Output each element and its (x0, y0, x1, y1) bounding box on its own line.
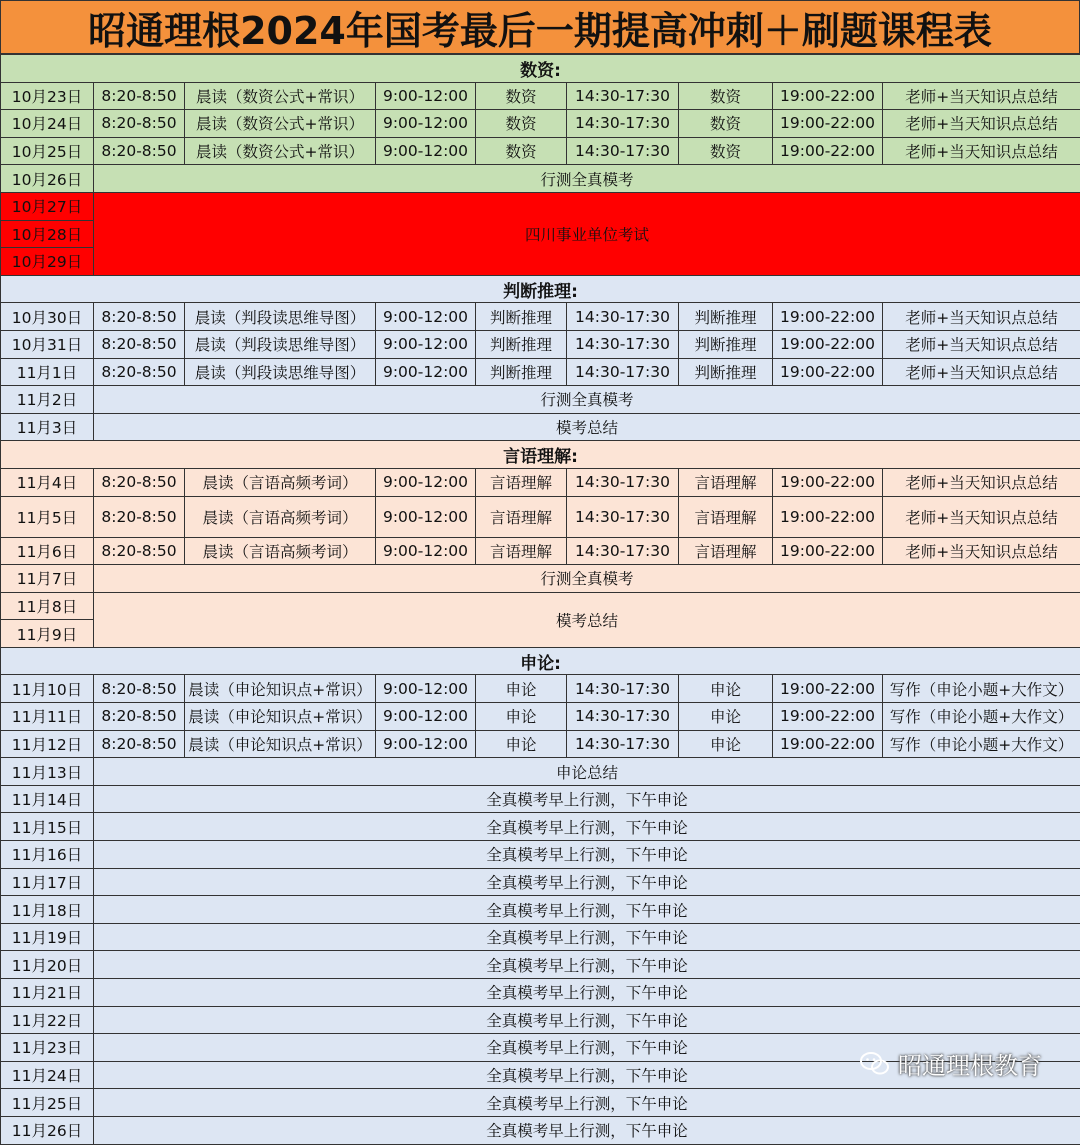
schedule-cell: 言语理解 (476, 496, 567, 537)
merged-cell: 申论总结 (94, 758, 1080, 786)
date-cell: 11月1日 (1, 358, 94, 386)
date-cell: 11月26日 (1, 1116, 94, 1144)
wechat-icon (860, 1051, 890, 1077)
schedule-cell: 14:30-17:30 (567, 137, 679, 165)
merged-cell: 全真模考早上行测，下午申论 (94, 841, 1080, 869)
schedule-cell: 19:00-22:00 (773, 110, 883, 138)
date-cell: 10月29日 (1, 248, 94, 276)
schedule-cell: 9:00-12:00 (376, 110, 476, 138)
table-row (1, 82, 1080, 110)
schedule-cell: 数资 (679, 137, 773, 165)
watermark (860, 1046, 1042, 1081)
schedule-cell: 判断推理 (679, 330, 773, 358)
section-header-row (1, 647, 1080, 675)
date-cell: 10月25日 (1, 137, 94, 165)
schedule-cell: 8:20-8:50 (94, 730, 185, 758)
schedule-cell: 晨读（判段读思维导图） (185, 330, 376, 358)
schedule-cell: 14:30-17:30 (567, 303, 679, 331)
schedule-cell: 9:00-12:00 (376, 330, 476, 358)
date-cell: 11月6日 (1, 537, 94, 565)
schedule-cell: 19:00-22:00 (773, 82, 883, 110)
table-row (1, 1006, 1080, 1034)
table-row (1, 923, 1080, 951)
date-cell: 11月17日 (1, 868, 94, 896)
schedule-cell: 9:00-12:00 (376, 82, 476, 110)
schedule-cell: 9:00-12:00 (376, 468, 476, 496)
schedule-cell: 14:30-17:30 (567, 675, 679, 703)
schedule-cell: 9:00-12:00 (376, 703, 476, 731)
schedule-cell: 14:30-17:30 (567, 330, 679, 358)
date-cell: 11月13日 (1, 758, 94, 786)
schedule-cell: 8:20-8:50 (94, 82, 185, 110)
schedule-cell: 申论 (476, 730, 567, 758)
schedule-cell: 老师+当天知识点总结 (883, 330, 1080, 358)
schedule-cell: 老师+当天知识点总结 (883, 137, 1080, 165)
table-row (1, 496, 1080, 537)
date-cell: 11月22日 (1, 1006, 94, 1034)
merged-cell: 全真模考早上行测，下午申论 (94, 951, 1080, 979)
schedule-cell: 14:30-17:30 (567, 730, 679, 758)
schedule-cell: 19:00-22:00 (773, 537, 883, 565)
section-heading: 数资: (1, 55, 1080, 83)
schedule-cell: 19:00-22:00 (773, 330, 883, 358)
date-cell: 11月19日 (1, 923, 94, 951)
date-cell: 10月24日 (1, 110, 94, 138)
schedule-table (0, 54, 1080, 1145)
table-row (1, 979, 1080, 1007)
date-cell: 11月20日 (1, 951, 94, 979)
schedule-cell: 判断推理 (679, 358, 773, 386)
schedule-cell: 老师+当天知识点总结 (883, 468, 1080, 496)
merged-cell: 全真模考早上行测，下午申论 (94, 868, 1080, 896)
table-row (1, 813, 1080, 841)
table-row (1, 868, 1080, 896)
date-cell: 11月4日 (1, 468, 94, 496)
table-row (1, 565, 1080, 593)
schedule-cell: 8:20-8:50 (94, 703, 185, 731)
table-row (1, 330, 1080, 358)
merged-cell: 全真模考早上行测，下午申论 (94, 785, 1080, 813)
date-cell: 11月12日 (1, 730, 94, 758)
section-header-row (1, 441, 1080, 469)
schedule-cell: 数资 (679, 82, 773, 110)
table-row (1, 758, 1080, 786)
table-row (1, 303, 1080, 331)
merged-cell: 全真模考早上行测，下午申论 (94, 1089, 1080, 1117)
merged-cell: 模考总结 (94, 413, 1080, 441)
schedule-cell: 老师+当天知识点总结 (883, 303, 1080, 331)
table-row (1, 675, 1080, 703)
table-row (1, 468, 1080, 496)
schedule-cell: 9:00-12:00 (376, 537, 476, 565)
schedule-cell: 8:20-8:50 (94, 496, 185, 537)
table-row (1, 110, 1080, 138)
date-cell: 11月11日 (1, 703, 94, 731)
date-cell: 10月27日 (1, 192, 94, 220)
schedule-cell: 8:20-8:50 (94, 468, 185, 496)
table-row (1, 386, 1080, 414)
merged-cell: 全真模考早上行测，下午申论 (94, 896, 1080, 924)
table-row (1, 537, 1080, 565)
schedule-cell: 9:00-12:00 (376, 358, 476, 386)
schedule-cell: 晨读（数资公式+常识） (185, 110, 376, 138)
table-row (1, 165, 1080, 193)
schedule-cell: 数资 (679, 110, 773, 138)
schedule-cell: 14:30-17:30 (567, 537, 679, 565)
schedule-cell: 晨读（申论知识点+常识） (185, 703, 376, 731)
schedule-cell: 14:30-17:30 (567, 358, 679, 386)
schedule-cell: 老师+当天知识点总结 (883, 358, 1080, 386)
schedule-cell: 14:30-17:30 (567, 468, 679, 496)
table-row (1, 785, 1080, 813)
date-cell: 11月9日 (1, 620, 94, 648)
schedule-cell: 晨读（判段读思维导图） (185, 358, 376, 386)
date-cell: 11月14日 (1, 785, 94, 813)
schedule-cell: 晨读（数资公式+常识） (185, 82, 376, 110)
schedule-cell: 晨读（判段读思维导图） (185, 303, 376, 331)
schedule-cell: 言语理解 (476, 468, 567, 496)
schedule-cell: 申论 (679, 730, 773, 758)
schedule-cell: 判断推理 (476, 330, 567, 358)
merged-cell: 行测全真模考 (94, 565, 1080, 593)
schedule-cell: 19:00-22:00 (773, 496, 883, 537)
merged-cell: 全真模考早上行测，下午申论 (94, 813, 1080, 841)
table-row (1, 896, 1080, 924)
date-cell: 10月31日 (1, 330, 94, 358)
schedule-cell: 19:00-22:00 (773, 703, 883, 731)
page-title: 昭通理根2024年国考最后一期提高冲刺＋刷题课程表 (0, 0, 1080, 54)
schedule-cell: 19:00-22:00 (773, 137, 883, 165)
date-cell: 10月23日 (1, 82, 94, 110)
schedule-cell: 申论 (476, 675, 567, 703)
schedule-cell: 8:20-8:50 (94, 675, 185, 703)
schedule-cell: 14:30-17:30 (567, 496, 679, 537)
date-cell: 11月2日 (1, 386, 94, 414)
schedule-cell: 19:00-22:00 (773, 730, 883, 758)
section-header-row (1, 55, 1080, 83)
schedule-cell: 8:20-8:50 (94, 537, 185, 565)
schedule-cell: 9:00-12:00 (376, 303, 476, 331)
schedule-cell: 老师+当天知识点总结 (883, 110, 1080, 138)
schedule-cell: 数资 (476, 110, 567, 138)
date-cell: 11月16日 (1, 841, 94, 869)
date-cell: 11月8日 (1, 592, 94, 620)
schedule-cell: 写作（申论小题+大作文） (883, 730, 1080, 758)
merged-cell: 全真模考早上行测，下午申论 (94, 1061, 1080, 1089)
schedule-cell: 言语理解 (679, 468, 773, 496)
schedule-cell: 19:00-22:00 (773, 675, 883, 703)
table-row (1, 592, 1080, 620)
date-cell: 10月28日 (1, 220, 94, 248)
table-row (1, 1089, 1080, 1117)
schedule-cell: 言语理解 (679, 537, 773, 565)
schedule-cell: 19:00-22:00 (773, 303, 883, 331)
date-cell: 10月30日 (1, 303, 94, 331)
table-row (1, 1116, 1080, 1144)
table-row (1, 358, 1080, 386)
schedule-cell: 8:20-8:50 (94, 137, 185, 165)
schedule-cell: 14:30-17:30 (567, 703, 679, 731)
table-row (1, 137, 1080, 165)
schedule-cell: 8:20-8:50 (94, 330, 185, 358)
table-row (1, 841, 1080, 869)
section-heading: 判断推理: (1, 275, 1080, 303)
schedule-cell: 19:00-22:00 (773, 468, 883, 496)
merged-cell: 全真模考早上行测，下午申论 (94, 923, 1080, 951)
date-cell: 11月10日 (1, 675, 94, 703)
date-cell: 11月23日 (1, 1034, 94, 1062)
schedule-cell: 判断推理 (679, 303, 773, 331)
schedule-cell: 言语理解 (476, 537, 567, 565)
schedule-cell: 老师+当天知识点总结 (883, 82, 1080, 110)
merged-cell: 全真模考早上行测，下午申论 (94, 1116, 1080, 1144)
table-row (1, 951, 1080, 979)
date-cell: 10月26日 (1, 165, 94, 193)
merged-cell: 模考总结 (94, 592, 1080, 647)
schedule-cell: 14:30-17:30 (567, 82, 679, 110)
schedule-cell: 写作（申论小题+大作文） (883, 703, 1080, 731)
section-heading: 申论: (1, 647, 1080, 675)
schedule-cell: 判断推理 (476, 358, 567, 386)
schedule-cell: 晨读（申论知识点+常识） (185, 730, 376, 758)
date-cell: 11月21日 (1, 979, 94, 1007)
section-header-row (1, 275, 1080, 303)
date-cell: 11月7日 (1, 565, 94, 593)
date-cell: 11月18日 (1, 896, 94, 924)
date-cell: 11月25日 (1, 1089, 94, 1117)
section-heading: 言语理解: (1, 441, 1080, 469)
schedule-cell: 晨读（数资公式+常识） (185, 137, 376, 165)
schedule-cell: 写作（申论小题+大作文） (883, 675, 1080, 703)
schedule-cell: 9:00-12:00 (376, 496, 476, 537)
date-cell: 11月24日 (1, 1061, 94, 1089)
schedule-cell: 19:00-22:00 (773, 358, 883, 386)
merged-cell: 四川事业单位考试 (94, 192, 1080, 275)
schedule-cell: 数资 (476, 82, 567, 110)
schedule-cell: 14:30-17:30 (567, 110, 679, 138)
schedule-cell: 晨读（申论知识点+常识） (185, 675, 376, 703)
schedule-cell: 8:20-8:50 (94, 303, 185, 331)
date-cell: 11月15日 (1, 813, 94, 841)
schedule-cell: 申论 (679, 675, 773, 703)
schedule-cell: 老师+当天知识点总结 (883, 537, 1080, 565)
schedule-cell: 晨读（言语高频考词） (185, 468, 376, 496)
schedule-cell: 8:20-8:50 (94, 110, 185, 138)
schedule-cell: 数资 (476, 137, 567, 165)
schedule-cell: 判断推理 (476, 303, 567, 331)
merged-cell: 全真模考早上行测，下午申论 (94, 1034, 1080, 1062)
date-cell: 11月3日 (1, 413, 94, 441)
schedule-cell: 老师+当天知识点总结 (883, 496, 1080, 537)
schedule-cell: 申论 (476, 703, 567, 731)
schedule-cell: 9:00-12:00 (376, 137, 476, 165)
schedule-cell: 晨读（言语高频考词） (185, 537, 376, 565)
schedule-cell: 9:00-12:00 (376, 730, 476, 758)
schedule-cell: 申论 (679, 703, 773, 731)
table-row (1, 703, 1080, 731)
merged-cell: 行测全真模考 (94, 165, 1080, 193)
watermark-text: 昭通理根教育 (898, 1046, 1042, 1081)
merged-cell: 全真模考早上行测，下午申论 (94, 1006, 1080, 1034)
merged-cell: 行测全真模考 (94, 386, 1080, 414)
merged-cell: 全真模考早上行测，下午申论 (94, 979, 1080, 1007)
table-row (1, 730, 1080, 758)
date-cell: 11月5日 (1, 496, 94, 537)
schedule-cell: 晨读（言语高频考词） (185, 496, 376, 537)
table-row (1, 413, 1080, 441)
table-row (1, 192, 1080, 220)
schedule-cell: 9:00-12:00 (376, 675, 476, 703)
schedule-cell: 8:20-8:50 (94, 358, 185, 386)
schedule-cell: 言语理解 (679, 496, 773, 537)
